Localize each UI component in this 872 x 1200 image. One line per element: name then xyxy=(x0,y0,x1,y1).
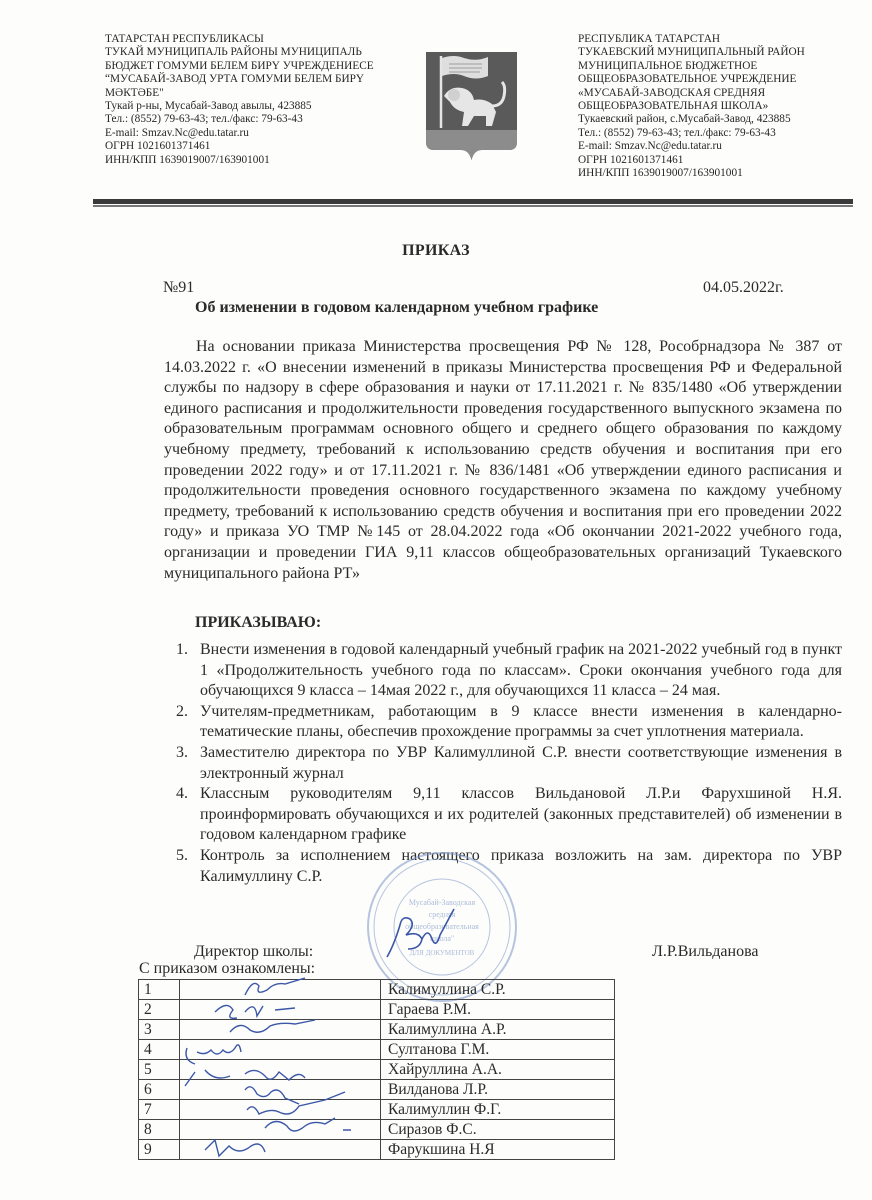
row-number: 4 xyxy=(139,1040,180,1060)
table-row xyxy=(139,1040,615,1060)
document-title: ПРИКАЗ xyxy=(402,242,470,259)
table-row xyxy=(139,1020,615,1040)
letterhead-line: ТУКАЕВСКИЙ МУНИЦИПАЛЬНЫЙ РАЙОН xyxy=(578,46,805,59)
letterhead-line: РЕСПУБЛИКА ТАТАРСТАН xyxy=(578,33,721,45)
staff-name: Султанова Г.М. xyxy=(381,1040,615,1060)
table-row xyxy=(139,1080,615,1100)
order-item-text: Контроль за исполнением настоящего приказа возложить на зам. директора по УВР Калимуллину С.Р. xyxy=(200,846,842,885)
letterhead-inn: ИНН/КПП 1639019007/163901001 xyxy=(105,153,270,166)
row-number: 8 xyxy=(139,1120,180,1140)
order-item xyxy=(164,784,842,846)
signature-cell xyxy=(180,1020,381,1040)
coat-of-arms-icon xyxy=(424,50,519,162)
svg-text:школа": школа" xyxy=(429,934,455,943)
orders-heading: ПРИКАЗЫВАЮ: xyxy=(195,614,322,631)
staff-name: Гараева Р.М. xyxy=(381,1000,615,1020)
director-name: Л.Р.Вильданова xyxy=(652,943,759,960)
signature-cell xyxy=(180,1060,381,1080)
letterhead-ogrn: ОГРН 1021601371461 xyxy=(105,140,211,153)
staff-name: Калимуллина С.Р. xyxy=(381,980,615,1000)
svg-text:общеобразовательная: общеобразовательная xyxy=(405,922,479,931)
letterhead-line: ТАТАРСТАН РЕСПУБЛИКАСЫ xyxy=(105,33,264,45)
order-item-number: 4. xyxy=(176,785,188,803)
signature-cell xyxy=(180,1100,381,1120)
letterhead-line: «МУСАБАЙ-ЗАВОДСКАЯ СРЕДНЯЯ xyxy=(578,86,766,99)
order-item-number: 1. xyxy=(176,641,188,658)
director-label: Директор школы: xyxy=(194,943,314,960)
letterhead-russian xyxy=(578,33,805,180)
staff-name: Сиразов Ф.С. xyxy=(381,1120,615,1140)
header-divider-thin xyxy=(93,205,853,207)
order-item xyxy=(164,640,842,702)
letterhead-line: МӘКТӘБЕ" xyxy=(105,86,164,99)
letterhead-email: E-mail: Smzav.Nc@edu.tatar.ru xyxy=(105,126,249,139)
order-item xyxy=(164,702,842,743)
row-number: 7 xyxy=(139,1100,180,1120)
order-number: №91 xyxy=(163,279,195,296)
staff-name: Калимуллин Ф.Г. xyxy=(381,1100,615,1120)
row-number: 3 xyxy=(139,1020,180,1040)
staff-name: Хайруллина А.А. xyxy=(381,1060,615,1080)
order-item-number: 2. xyxy=(176,702,188,720)
row-number: 9 xyxy=(139,1140,180,1160)
order-item-number: 3. xyxy=(176,743,188,761)
row-number: 5 xyxy=(139,1060,180,1080)
order-item-text: Заместителю директора по УВР Калимуллиной С.Р. внести соответствующие изменения в электронный журнал xyxy=(200,743,842,782)
signature-cell xyxy=(180,1000,381,1020)
row-number: 6 xyxy=(139,1080,180,1100)
letterhead-address: Тукаевский район, с.Мусабай-Завод, 423885 xyxy=(578,113,791,126)
staff-name: Калимуллина А.Р. xyxy=(381,1020,615,1040)
order-item-text: Внести изменения в годовой календарный учебный график на 2021-2022 учебный год в пункт 1 «Продолжительность учебного года по классам». Сроки окончания учебного года для обучающихся 9 класса – 14мая 2022 г., для обучающихся 11 класса – 24 мая. xyxy=(200,641,842,700)
letterhead-inn: ИНН/КПП 1639019007/163901001 xyxy=(578,167,743,180)
letterhead-line: ОБЩЕОБРАЗОВАТЕЛЬНОЕ УЧРЕЖДЕНИЕ xyxy=(578,73,797,86)
letterhead-phone: Тел.: (8552) 79-63-43; тел./факс: 79-63-43 xyxy=(578,126,776,139)
order-item-text: Классным руководителям 9,11 классов Вильдановой Л.Р.и Фарухшиной Н.Я. проинформировать обучающихся и их родителей (законных представителей) об изменении в годовом календарном графике xyxy=(200,785,842,844)
table-row xyxy=(139,980,615,1000)
signature-cell xyxy=(180,980,381,1000)
table-row xyxy=(139,1120,615,1140)
table-row xyxy=(139,1000,615,1020)
letterhead-ogrn: ОГРН 1021601371461 xyxy=(578,153,684,166)
order-date: 04.05.2022г. xyxy=(703,279,784,296)
order-preamble: На основании приказа Министерства просвещения РФ № 128, Рособрнадзора № 387 от 14.03.2022 г. «О внесении изменений в приказы Министерства просвещения РФ и Федеральной службы по надзору в сфере образования и науки от 17.11.2021 г. № 835/1480 «Об утверждении единого расписания и продолжительности проведения государственного выпускного экзамена по образовательным программам основного общего и среднего общего образования по каждому учебному предмету, требований к использованию средств обучения и воспитания при его проведении 2022 году» и от 17.11.2021 г. № 836/1481 «Об утверждении единого расписания и продолжительности проведения основного государственного экзамена по каждому учебному предмету, требований к использованию средств обучения и воспитания при его проведении 2022 году» и приказа УО ТМР №145 от 28.04.2022 года «Об окончании 2021-2022 учебного года, организации и проведении ГИА 9,11 классов общеобразовательных организаций Тукаевского муниципального района РТ» xyxy=(164,338,842,582)
acknowledgement-table xyxy=(138,979,615,1160)
row-number: 2 xyxy=(139,1000,180,1020)
letterhead-line: “МУСАБАЙ-ЗАВОД УРТА ГОМУМИ БЕЛЕМ БИРҮ xyxy=(105,73,365,86)
letterhead-phone: Тел.: (8552) 79-63-43; тел./факс: 79-63-43 xyxy=(105,113,303,126)
order-item-text: Учителям-предметникам, работающим в 9 классе внести изменения в календарно-тематические планы, обеспечив прохождение программы за счет уплотнения материала. xyxy=(200,702,842,741)
letterhead-line: ТУКАЙ МУНИЦИПАЛЬ РАЙОНЫ МУНИЦИПАЛЬ xyxy=(105,46,362,59)
order-item xyxy=(164,743,842,784)
staff-name: Вилданова Л.Р. xyxy=(381,1080,615,1100)
table-row xyxy=(139,1100,615,1120)
signature-cell xyxy=(180,1040,381,1060)
svg-text:ДЛЯ ДОКУМЕНТОВ: ДЛЯ ДОКУМЕНТОВ xyxy=(409,949,475,957)
header-divider xyxy=(93,199,853,204)
row-number: 1 xyxy=(139,980,180,1000)
signature-cell xyxy=(180,1120,381,1140)
letterhead-line: МУНИЦИПАЛЬНОЕ БЮДЖЕТНОЕ xyxy=(578,59,758,72)
staff-name: Фарукшина Н.Я xyxy=(381,1140,615,1160)
letterhead-tatar xyxy=(105,33,374,167)
order-subject: Об изменении в годовом календарном учебном графике xyxy=(195,299,599,316)
table-row xyxy=(139,1140,615,1160)
letterhead-email: E-mail: Smzav.Nc@edu.tatar.ru xyxy=(578,140,722,153)
letterhead-address: Тукай р-ны, Мусабай-Завод авылы, 423885 xyxy=(105,100,312,113)
table-row xyxy=(139,1060,615,1080)
svg-text:средняя: средняя xyxy=(428,910,456,919)
svg-text:Мусабай-Заводская: Мусабай-Заводская xyxy=(408,898,476,907)
letterhead-line: БЮДЖЕТ ГОМУМИ БЕЛЕМ БИРҮ УЧРЕЖДЕНИЕСЕ xyxy=(105,59,374,72)
acknowledgement-label: С приказом ознакомлены: xyxy=(139,960,316,977)
signature-cell xyxy=(180,1080,381,1100)
order-item-number: 5. xyxy=(176,846,188,864)
letterhead-line: ОБЩЕОБРАЗОВАТЕЛЬНАЯ ШКОЛА» xyxy=(578,100,769,113)
signature-cell xyxy=(180,1140,381,1160)
